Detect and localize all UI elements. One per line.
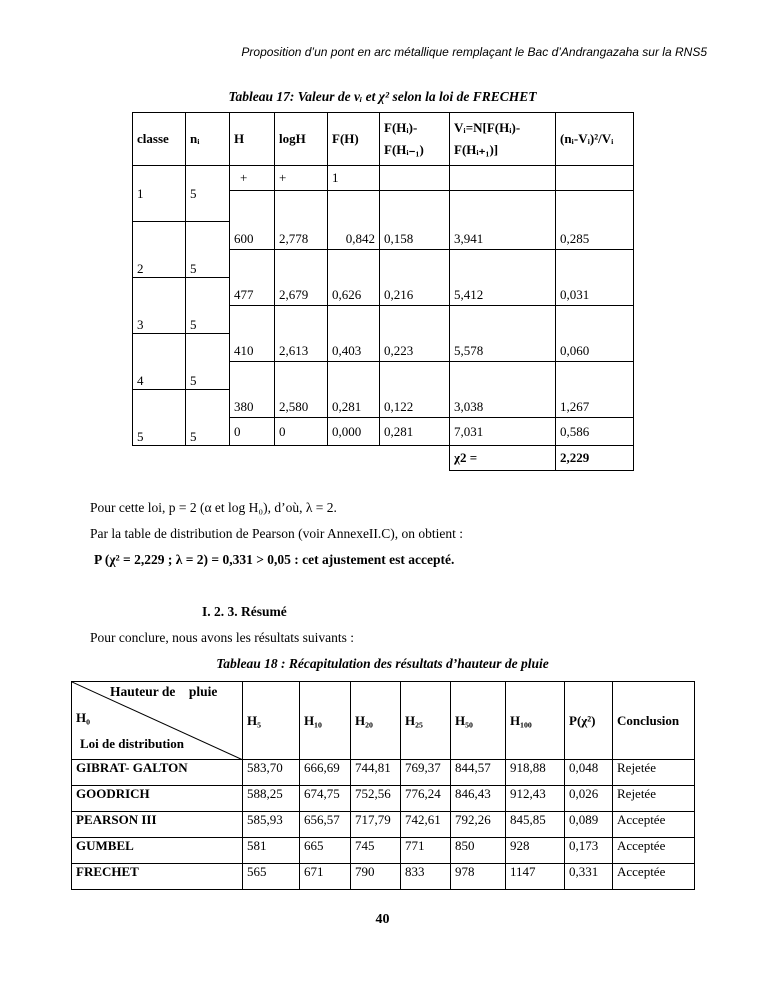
chi-cell [556,166,634,191]
df-cell: 0,158 [380,191,450,250]
loi-name: GOODRICH [72,786,243,812]
table-row [72,760,695,786]
class-cell: 1 [133,166,186,222]
chi-cell: 1,267 [556,362,634,418]
value-cell: 928 [506,838,565,864]
th-Vi [450,113,556,166]
value-cell: 1147 [506,864,565,890]
col-header-6: P(χ²) [565,682,613,760]
df-cell [380,166,450,191]
chi-cell: 0,285 [556,191,634,250]
chi2-value: 2,229 [556,446,634,471]
loi-name: FRECHET [72,864,243,890]
value-cell: 769,37 [401,760,451,786]
value-cell: 674,75 [300,786,351,812]
th-ni: nᵢ [186,113,230,166]
value-cell: 656,57 [300,812,351,838]
class-cell: 5 [133,390,186,446]
th-dF-line1: F(Hᵢ)- [384,120,418,135]
value-cell: 585,93 [243,812,300,838]
h-cell: 410 [230,306,275,362]
value-cell: 745 [351,838,401,864]
value-cell: 742,61 [401,812,451,838]
value-cell: 850 [451,838,506,864]
value-cell: 588,25 [243,786,300,812]
h-cell: + [230,166,275,191]
value-cell: 581 [243,838,300,864]
value-cell: 565 [243,864,300,890]
vi-cell: 3,038 [450,362,556,418]
vi-cell [450,166,556,191]
ni-cell: 5 [186,222,230,278]
value-cell: 0,089 [565,812,613,838]
loi-name: GIBRAT- GALTON [72,760,243,786]
value-cell: Acceptée [613,864,695,890]
value-cell: 671 [300,864,351,890]
value-cell: 665 [300,838,351,864]
th-Vi-line1: Vᵢ=N[F(Hᵢ)- [454,120,521,135]
value-cell: Acceptée [613,812,695,838]
section-title: I. 2. 3. Résumé [202,604,287,619]
th-dF-line2: F(Hᵢ₋₁) [384,142,424,157]
paragraph-2: Par la table de distribution de Pearson (voir AnnexeII.C), on obtient : [90,526,464,541]
value-cell: 0,331 [565,864,613,890]
corner-mid-label: H₀ [76,710,91,725]
chi-cell: 0,031 [556,250,634,306]
page-number: 40 [375,912,390,927]
value-cell: 792,26 [451,812,506,838]
vi-cell: 5,412 [450,250,556,306]
fh-cell: 0,000 [328,418,380,446]
df-cell: 0,223 [380,306,450,362]
th-chi: (nᵢ-Vᵢ)²/Vᵢ [556,113,634,166]
value-cell: 918,88 [506,760,565,786]
chi-cell: 0,586 [556,418,634,446]
table17-caption: Tableau 17: Valeur de vᵢ et χ² selon la loi de FRECHET [228,89,537,104]
th-FH: F(H) [328,113,380,166]
h-cell: 0 [230,418,275,446]
vi-cell: 7,031 [450,418,556,446]
fh-cell: 0,626 [328,250,380,306]
class-cell: 4 [133,334,186,390]
table18-caption: Tableau 18 : Récapitulation des résultats d’hauteur de pluie [216,656,549,671]
corner-bottom-label: Loi de distribution [80,736,185,751]
value-cell: 790 [351,864,401,890]
value-cell: 0,173 [565,838,613,864]
ni-cell: 5 [186,334,230,390]
value-cell: 846,43 [451,786,506,812]
th-classe: classe [133,113,186,166]
table-row [72,838,695,864]
th-Vi-line2: F(Hᵢ₊₁)] [454,142,499,157]
chi-cell: 0,060 [556,306,634,362]
table-row [72,864,695,890]
paragraph-1: Pour cette loi, p = 2 (α et log H₀), d’où, λ = 2. [90,500,337,515]
table-row [72,786,695,812]
col-header-5: H₁₀₀ [506,682,565,760]
value-cell: 845,85 [506,812,565,838]
table-row [72,812,695,838]
df-cell: 0,281 [380,418,450,446]
vi-cell: 5,578 [450,306,556,362]
value-cell: 752,56 [351,786,401,812]
paragraph-3: P (χ² = 2,229 ; λ = 2) = 0,331 > 0,05 : cet ajustement est accepté. [94,552,455,567]
ni-cell: 5 [186,166,230,222]
col-header-0: H₅ [243,682,300,760]
col-header-3: H₂₅ [401,682,451,760]
class-cell: 2 [133,222,186,278]
df-cell: 0,216 [380,250,450,306]
col-header-2: H₂₀ [351,682,401,760]
logh-cell: 0 [275,418,328,446]
corner-top-label: Hauteur de pluie [110,684,218,699]
logh-cell: 2,580 [275,362,328,418]
logh-cell: + [275,166,328,191]
h-cell: 600 [230,191,275,250]
paragraph-4: Pour conclure, nous avons les résultats suivants : [90,630,354,645]
loi-name: GUMBEL [72,838,243,864]
value-cell: Rejetée [613,786,695,812]
value-cell: 0,048 [565,760,613,786]
fh-cell: 0,842 [328,191,380,250]
chi2-label: χ2 = [450,446,556,471]
col-header-1: H₁₀ [300,682,351,760]
value-cell: Rejetée [613,760,695,786]
value-cell: 978 [451,864,506,890]
col-header-4: H₅₀ [451,682,506,760]
table18 [71,681,695,890]
col-header-7: Conclusion [613,682,695,760]
value-cell: 844,57 [451,760,506,786]
th-dF [380,113,450,166]
vi-cell: 3,941 [450,191,556,250]
value-cell: 666,69 [300,760,351,786]
h-cell: 380 [230,362,275,418]
value-cell: 717,79 [351,812,401,838]
value-cell: 912,43 [506,786,565,812]
logh-cell: 2,613 [275,306,328,362]
corner-header [72,682,243,760]
df-cell: 0,122 [380,362,450,418]
value-cell: 776,24 [401,786,451,812]
logh-cell: 2,778 [275,191,328,250]
loi-name: PEARSON III [72,812,243,838]
page-header: Proposition d’un pont en arc métallique remplaçant le Bac d’Andrangazaha sur la RNS5 [241,45,707,59]
th-logH: logH [275,113,328,166]
logh-cell: 2,679 [275,250,328,306]
fh-cell: 0,281 [328,362,380,418]
blank-cell [133,446,450,471]
fh-cell: 1 [328,166,380,191]
ni-cell: 5 [186,278,230,334]
value-cell: 833 [401,864,451,890]
fh-cell: 0,403 [328,306,380,362]
value-cell: 0,026 [565,786,613,812]
ni-cell: 5 [186,390,230,446]
value-cell: 744,81 [351,760,401,786]
value-cell: 771 [401,838,451,864]
th-H: H [230,113,275,166]
class-cell: 3 [133,278,186,334]
value-cell: 583,70 [243,760,300,786]
h-cell: 477 [230,250,275,306]
value-cell: Acceptée [613,838,695,864]
table17 [132,112,634,471]
